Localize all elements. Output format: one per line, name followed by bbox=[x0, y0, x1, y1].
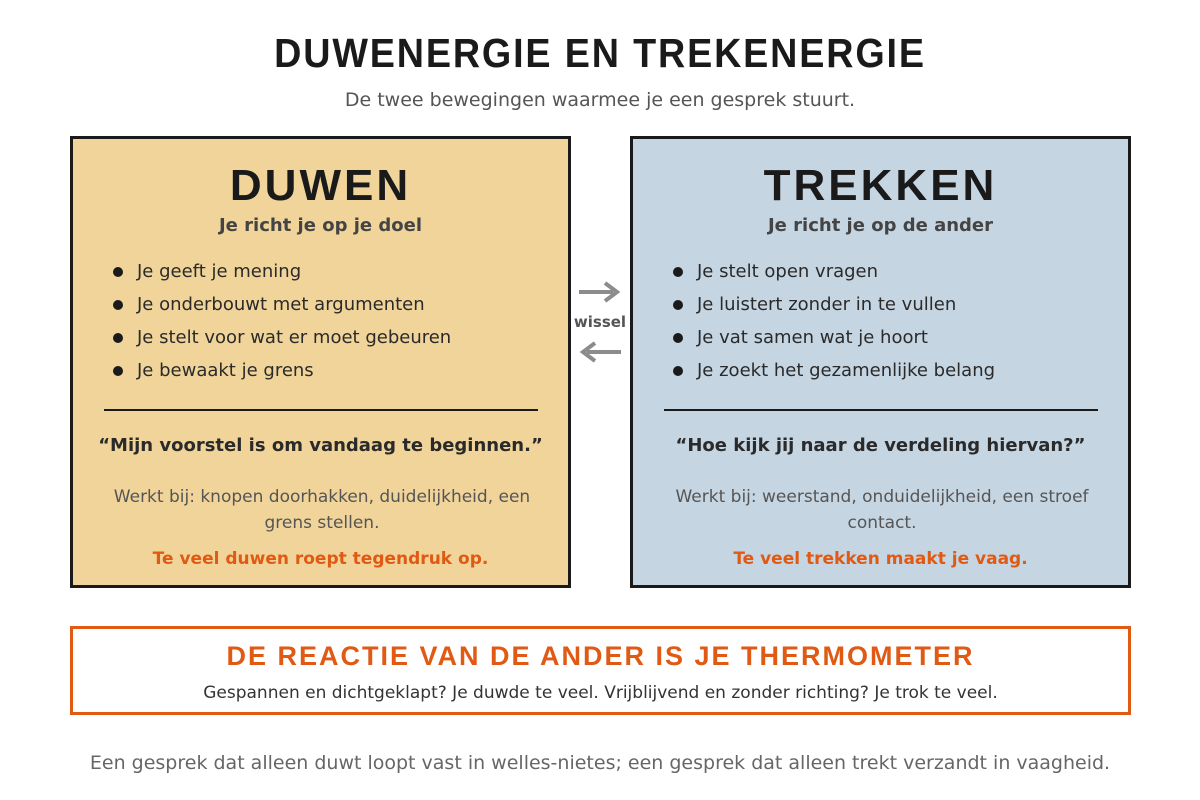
push-card bbox=[70, 136, 571, 588]
page-subtitle: De twee bewegingen waarmee je een gesprek stuurt. bbox=[344, 89, 856, 111]
banner-text: Gespannen en dichtgeklapt? Je duwde te veel. Vrijblijvend en zonder richting? Je trok te veel. bbox=[203, 683, 998, 703]
pull-card-title: TREKKEN bbox=[763, 161, 998, 210]
push-list-item: Je stelt voor wat er moet gebeuren bbox=[111, 325, 451, 358]
arrow-right-icon bbox=[577, 280, 623, 304]
swap-label: wissel bbox=[573, 313, 627, 331]
pull-divider bbox=[664, 409, 1098, 411]
push-card-title: DUWEN bbox=[229, 161, 412, 210]
pull-works-for: Werkt bij: weerstand, onduidelijkheid, een stroef contact. bbox=[675, 487, 1089, 533]
push-list-item: Je bewaakt je grens bbox=[111, 358, 451, 391]
push-warning: Te veel duwen roept tegendruk op. bbox=[152, 549, 489, 569]
pull-quote: “Hoe kijk jij naar de verdeling hiervan?” bbox=[675, 435, 1086, 456]
arrow-left-icon bbox=[577, 340, 623, 364]
push-card-subtitle: Je richt je op je doel bbox=[218, 215, 422, 236]
pull-card-subtitle: Je richt je op de ander bbox=[767, 215, 994, 236]
footer-note: Een gesprek dat alleen duwt loopt vast in welles-nietes; een gesprek dat alleen trekt verzandt in vaagheid. bbox=[89, 752, 1111, 774]
pull-list-item: Je vat samen wat je hoort bbox=[671, 325, 995, 358]
pull-list-item: Je zoekt het gezamenlijke belang bbox=[671, 358, 995, 391]
pull-list-item: Je stelt open vragen bbox=[671, 259, 995, 292]
page-title: DUWENERGIE EN TREKENERGIE bbox=[274, 30, 926, 76]
push-list bbox=[111, 259, 451, 391]
push-works-for: Werkt bij: knopen doorhakken, duidelijkheid, een grens stellen. bbox=[113, 487, 531, 533]
pull-card bbox=[630, 136, 1131, 588]
push-quote: “Mijn voorstel is om vandaag te beginnen.” bbox=[98, 435, 543, 456]
pull-list-item: Je luistert zonder in te vullen bbox=[671, 292, 995, 325]
push-list-item: Je onderbouwt met argumenten bbox=[111, 292, 451, 325]
swap-indicator bbox=[570, 278, 630, 368]
banner-title: DE REACTIE VAN DE ANDER IS JE THERMOMETER bbox=[226, 641, 975, 671]
pull-warning: Te veel trekken maakt je vaag. bbox=[733, 549, 1028, 569]
push-list-item: Je geeft je mening bbox=[111, 259, 451, 292]
push-divider bbox=[104, 409, 538, 411]
pull-list bbox=[671, 259, 995, 391]
thermometer-banner bbox=[70, 626, 1131, 715]
